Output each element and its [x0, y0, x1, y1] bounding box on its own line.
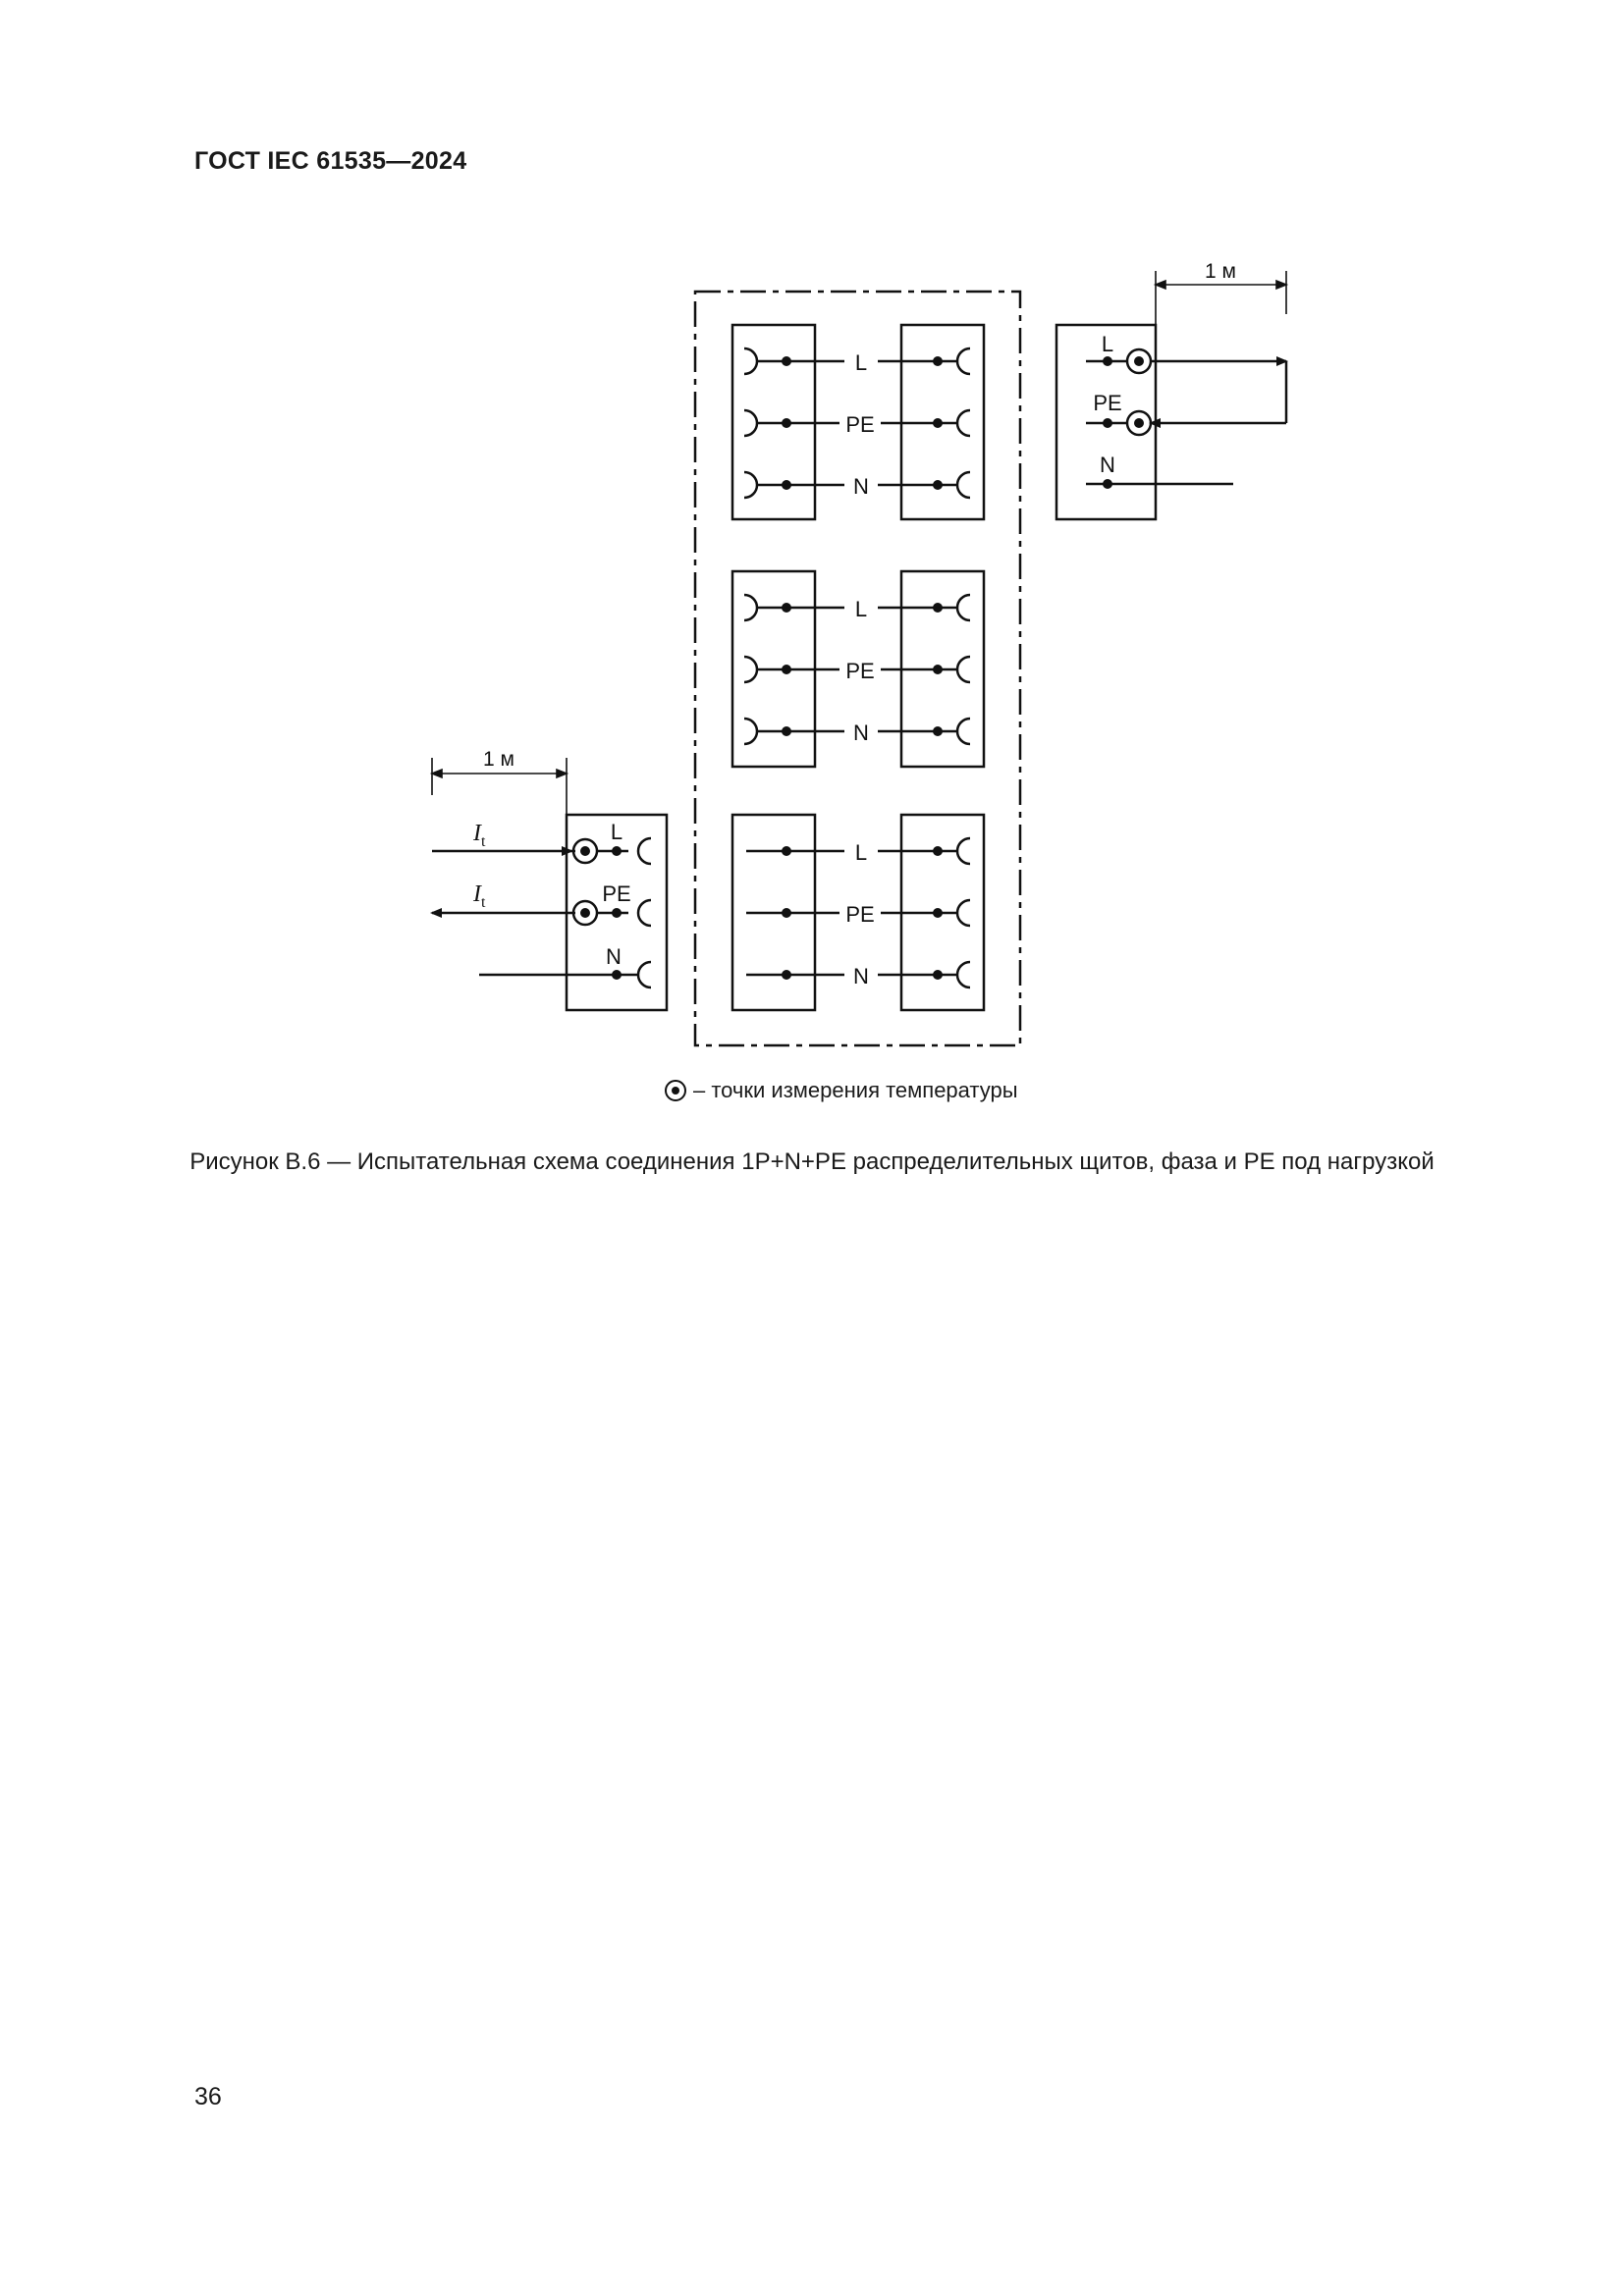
label-N: N — [853, 964, 869, 988]
label-L: L — [610, 820, 623, 844]
dimension-label-left: 1 м — [483, 748, 514, 771]
label-N: N — [606, 944, 622, 969]
label-PE: PE — [845, 902, 875, 927]
label-N: N — [853, 474, 869, 499]
current-label-lower: $I_t$ — [473, 881, 486, 911]
label-PE: PE — [845, 659, 875, 683]
figure-caption: Рисунок B.6 — Испытательная схема соединения 1P+N+PE распределительных щитов, фаза и PE под нагрузкой — [189, 1148, 1435, 1175]
label-L: L — [1101, 332, 1114, 356]
page-number: 36 — [194, 2083, 222, 2110]
document-header: ГОСТ IEC 61535—2024 — [194, 147, 467, 175]
output-terminal-box — [1056, 325, 1286, 519]
input-terminal-box — [432, 815, 667, 1010]
label-N: N — [1100, 453, 1115, 477]
label-PE: PE — [845, 412, 875, 437]
label-PE: PE — [1093, 391, 1122, 415]
label-L: L — [854, 350, 868, 375]
label-PE: PE — [602, 881, 631, 906]
dimension-label-top: 1 м — [1205, 260, 1236, 283]
current-label-upper: $I_t$ — [473, 821, 486, 850]
label-L: L — [854, 597, 868, 621]
measurement-point-icon — [664, 1079, 687, 1102]
label-N: N — [853, 721, 869, 745]
legend-text: – точки измерения температуры — [693, 1078, 1018, 1102]
figure-legend — [664, 1078, 1018, 1103]
label-L: L — [854, 840, 868, 865]
